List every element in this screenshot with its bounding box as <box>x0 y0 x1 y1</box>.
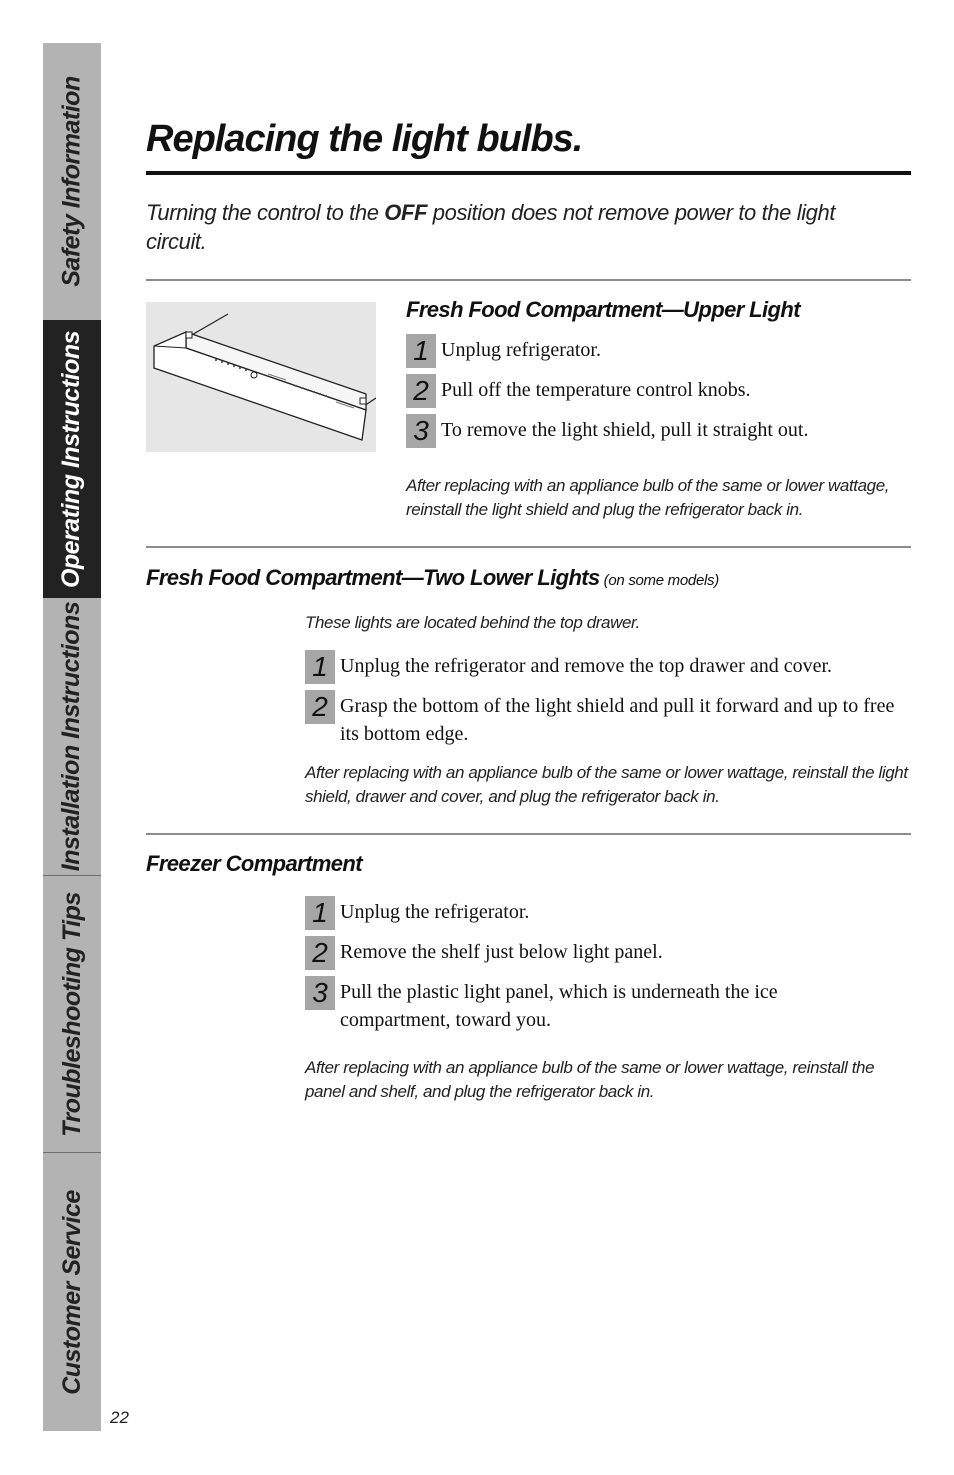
page-title: Replacing the light bulbs. <box>146 118 583 160</box>
tab-installation-instructions[interactable] <box>43 598 101 875</box>
step-item <box>305 938 865 970</box>
step-text: Pull off the temperature control knobs. <box>441 379 751 401</box>
step-list <box>406 336 911 456</box>
tab-safety-information[interactable] <box>43 43 101 320</box>
power-warning <box>146 198 866 256</box>
step-text: Unplug refrigerator. <box>441 339 601 361</box>
step-item <box>305 898 865 930</box>
step-item <box>305 652 911 684</box>
tab-label: Installation Instructions <box>57 601 86 872</box>
step-text: Grasp the bottom of the light shield and pull it forward and up to free its bottom edge. <box>340 695 895 745</box>
step-text: Pull the plastic light panel, which is underneath the ice compartment, toward you. <box>340 981 778 1031</box>
step-number-badge: 1 <box>406 334 436 368</box>
model-note: (on some models) <box>603 572 719 589</box>
control-panel-drawing <box>146 302 376 452</box>
section-heading: Freezer Compartment <box>146 851 362 876</box>
step-number-badge: 1 <box>305 650 335 684</box>
tab-label: Customer Service <box>57 1190 86 1395</box>
tab-label: Safety Information <box>57 76 86 287</box>
step-number-badge: 2 <box>305 936 335 970</box>
tab-label: Operating Instructions <box>57 330 86 588</box>
step-number-badge: 3 <box>305 976 335 1010</box>
section-divider <box>146 833 911 835</box>
step-list <box>305 652 911 756</box>
after-replacing-note: After replacing with an appliance bulb of the same or lower wattage, reinstall the light shield, drawer and cover, and plug the refrigerator back in. <box>305 763 908 806</box>
tab-troubleshooting-tips[interactable] <box>43 875 101 1153</box>
step-item <box>305 692 911 748</box>
page-number: 22 <box>110 1408 129 1427</box>
warning-text: Turning the control to the <box>146 200 385 225</box>
title-rule <box>146 171 911 175</box>
step-text: Remove the shelf just below light panel. <box>340 941 663 963</box>
side-tabs <box>43 43 101 1431</box>
location-note: These lights are located behind the top drawer. <box>305 613 640 632</box>
warning-off-label: OFF <box>384 200 428 225</box>
step-text: Unplug the refrigerator and remove the top drawer and cover. <box>340 655 833 677</box>
section-divider <box>146 279 911 281</box>
step-number-badge: 2 <box>305 690 335 724</box>
tab-customer-service[interactable] <box>43 1152 101 1432</box>
section-heading: Fresh Food Compartment—Upper Light <box>406 297 800 322</box>
after-replacing-note: After replacing with an appliance bulb of the same or lower wattage, reinstall the panel and shelf, and plug the refrigerator back in. <box>305 1058 875 1101</box>
step-list <box>305 898 865 1042</box>
step-number-badge: 2 <box>406 374 436 408</box>
section-heading <box>146 565 719 591</box>
section-divider <box>146 546 911 548</box>
step-item <box>406 376 911 408</box>
step-text: To remove the light shield, pull it straight out. <box>441 419 809 441</box>
step-number-badge: 3 <box>406 414 436 448</box>
warning-text: position does not remove power to the light circuit. <box>146 200 836 254</box>
step-item <box>406 336 911 368</box>
step-text: Unplug the refrigerator. <box>340 901 530 923</box>
section-heading-text: Fresh Food Compartment—Two Lower Lights <box>146 565 600 590</box>
step-number-badge: 1 <box>305 896 335 930</box>
after-replacing-note: After replacing with an appliance bulb of the same or lower wattage, reinstall the light shield and plug the refrigerator back in. <box>406 476 890 519</box>
light-shield-illustration <box>146 302 376 452</box>
step-item <box>406 416 911 448</box>
tab-operating-instructions[interactable] <box>43 320 101 598</box>
step-item <box>305 978 865 1034</box>
tab-label: Troubleshooting Tips <box>57 892 86 1137</box>
